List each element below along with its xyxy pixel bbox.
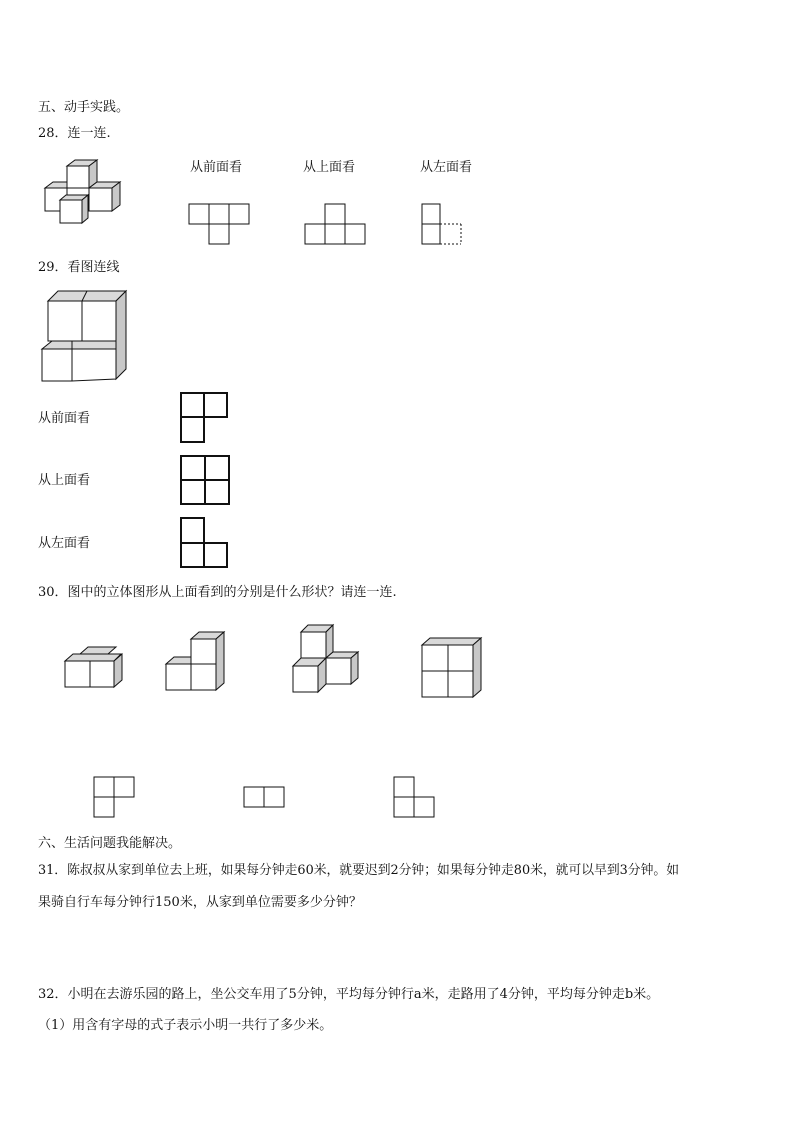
q29-label-front: 从前面看	[38, 411, 91, 426]
q28-label-front: 从前面看	[190, 160, 243, 175]
q30-view-option-1	[93, 776, 137, 820]
q29-label-left: 从左面看	[38, 536, 91, 551]
q30-view-option-3	[393, 776, 437, 820]
question-28-stem: 28．连一连.	[38, 126, 111, 141]
q30-view-option-2	[243, 786, 287, 810]
q28-solid-figure	[40, 160, 130, 230]
q29-solid-figure	[40, 289, 132, 384]
q30-solid-3	[291, 624, 363, 694]
section-title-6: 六、生活问题我能解决。	[38, 836, 182, 851]
q29-view-option-2	[180, 455, 232, 509]
q28-label-top: 从上面看	[303, 160, 356, 175]
question-31-line-1: 31．陈叔叔从家到单位去上班，如果每分钟走60米，就要迟到2分钟；如果每分钟走80米，就可以早到3分钟。如	[38, 863, 679, 878]
question-31-line-2: 果骑自行车每分钟行150米，从家到单位需要多少分钟？	[38, 895, 362, 910]
q30-solid-1	[64, 645, 128, 690]
q30-solid-2	[165, 630, 229, 692]
q28-label-left: 从左面看	[420, 160, 473, 175]
q28-view-inverted-t	[304, 203, 369, 248]
q28-view-l-shape	[421, 203, 466, 248]
q29-label-top: 从上面看	[38, 473, 91, 488]
q30-solid-4	[420, 637, 485, 700]
question-32-sub-1: （1）用含有字母的式子表示小明一共行了多少米。	[38, 1018, 333, 1033]
q28-view-t-shape	[188, 203, 253, 248]
q29-view-option-1	[180, 392, 232, 446]
question-32-stem: 32．小明在去游乐园的路上，坐公交车用了5分钟，平均每分钟行a米，走路用了4分钟，平均每分钟走b米。	[38, 987, 660, 1002]
q29-view-option-3	[180, 517, 232, 571]
question-30-stem: 30．图中的立体图形从上面看到的分别是什么形状？请连一连.	[38, 585, 397, 600]
question-29-stem: 29．看图连线	[38, 260, 120, 275]
section-title-5: 五、动手实践。	[38, 100, 130, 115]
